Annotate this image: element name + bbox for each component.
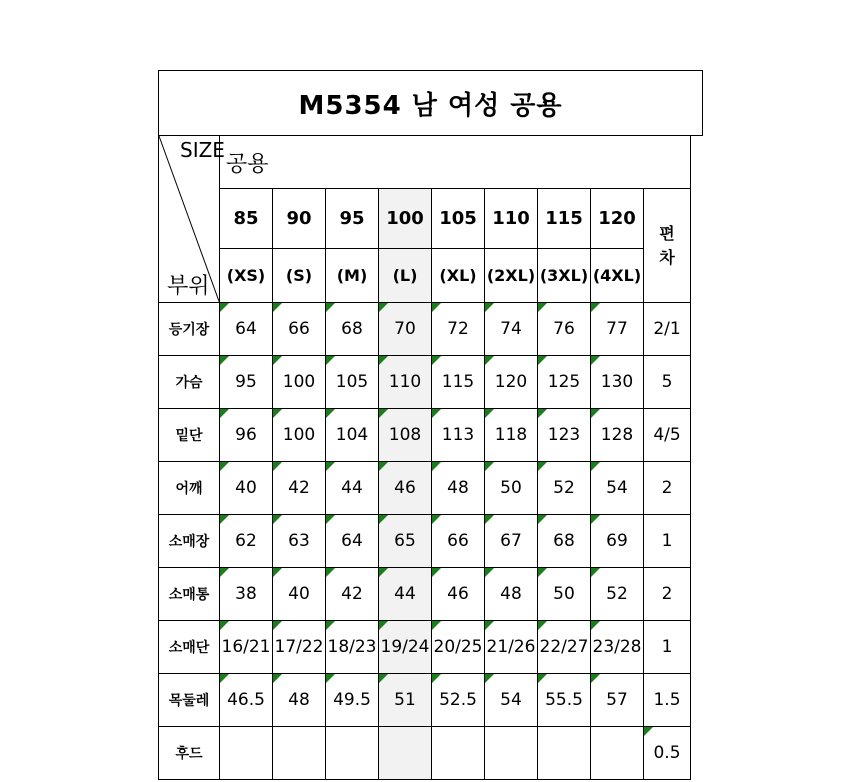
comment-marker xyxy=(538,409,547,418)
deviation-cell xyxy=(644,727,691,780)
comment-marker xyxy=(538,568,547,577)
header-row-size-numbers xyxy=(159,189,691,249)
measurement-cell xyxy=(379,303,432,356)
measurement-value: 46 xyxy=(394,478,416,498)
measurement-value: 19/24 xyxy=(380,637,430,657)
measurement-value: 23/28 xyxy=(592,637,642,657)
measurement-cell xyxy=(591,568,644,621)
comment-marker xyxy=(538,462,547,471)
deviation-cell xyxy=(644,409,691,462)
measurement-cell xyxy=(273,727,326,780)
deviation-cell xyxy=(644,674,691,727)
measurement-cell xyxy=(273,568,326,621)
deviation-value: 2 xyxy=(661,584,673,604)
comment-marker xyxy=(538,621,547,630)
measurement-value: 52 xyxy=(606,584,628,604)
measurement-cell xyxy=(485,356,538,409)
measurement-value: 21/26 xyxy=(486,637,536,657)
measurement-cell xyxy=(220,727,273,780)
comment-marker xyxy=(220,409,229,418)
measurement-cell xyxy=(432,674,485,727)
measurement-value: 68 xyxy=(341,319,363,339)
measurement-value: 16/21 xyxy=(221,637,271,657)
comment-marker xyxy=(432,674,441,683)
measurement-cell xyxy=(538,621,591,674)
comment-marker xyxy=(379,621,388,630)
measurement-cell xyxy=(273,409,326,462)
measurement-cell xyxy=(432,462,485,515)
measurement-cell xyxy=(220,515,273,568)
size-code-header: (L) xyxy=(379,249,432,303)
comment-marker xyxy=(432,621,441,630)
measurement-cell xyxy=(538,727,591,780)
table-row xyxy=(159,674,691,727)
measurement-cell xyxy=(591,303,644,356)
comment-marker xyxy=(379,462,388,471)
size-number-header: 90 xyxy=(273,189,326,249)
comment-marker xyxy=(591,568,600,577)
comment-marker xyxy=(485,356,494,365)
measurement-cell xyxy=(326,568,379,621)
measurement-value: 70 xyxy=(394,319,416,339)
size-number-header: 95 xyxy=(326,189,379,249)
comment-marker xyxy=(485,621,494,630)
measurement-value: 42 xyxy=(341,584,363,604)
measurement-cell xyxy=(273,356,326,409)
measurement-cell xyxy=(591,515,644,568)
measurement-value: 51 xyxy=(394,690,416,710)
comment-marker xyxy=(432,356,441,365)
size-code-header: (4XL) xyxy=(591,249,644,303)
measurement-value: 48 xyxy=(447,478,469,498)
row-label: 등기장 xyxy=(159,303,220,356)
measurement-cell xyxy=(326,303,379,356)
table-row xyxy=(159,303,691,356)
measurement-cell xyxy=(326,462,379,515)
measurement-value: 100 xyxy=(282,372,316,392)
measurement-value: 76 xyxy=(553,319,575,339)
comment-marker xyxy=(220,674,229,683)
measurement-cell xyxy=(273,462,326,515)
measurement-cell xyxy=(485,568,538,621)
deviation-value: 2/1 xyxy=(653,319,681,339)
measurement-value: 113 xyxy=(441,425,475,445)
size-number-header: 110 xyxy=(485,189,538,249)
comment-marker xyxy=(326,409,335,418)
size-number-header: 85 xyxy=(220,189,273,249)
size-number-header: 115 xyxy=(538,189,591,249)
measurement-cell xyxy=(485,621,538,674)
measurement-value: 104 xyxy=(335,425,369,445)
measurement-value: 55.5 xyxy=(545,690,583,710)
measurement-cell xyxy=(538,462,591,515)
comment-marker xyxy=(591,674,600,683)
measurement-value: 49.5 xyxy=(333,690,371,710)
header-row-common xyxy=(159,136,691,189)
comment-marker xyxy=(485,515,494,524)
measurement-cell xyxy=(273,515,326,568)
measurement-value: 118 xyxy=(494,425,528,445)
measurement-cell xyxy=(326,621,379,674)
table-row xyxy=(159,621,691,674)
measurement-cell xyxy=(273,303,326,356)
measurement-cell xyxy=(591,356,644,409)
comment-marker xyxy=(273,674,282,683)
table-row xyxy=(159,409,691,462)
measurement-cell xyxy=(591,409,644,462)
measurement-value: 67 xyxy=(500,531,522,551)
measurement-value: 74 xyxy=(500,319,522,339)
measurement-value: 22/27 xyxy=(539,637,589,657)
measurement-value: 110 xyxy=(388,372,422,392)
table-row xyxy=(159,356,691,409)
measurement-value: 120 xyxy=(494,372,528,392)
measurement-value: 20/25 xyxy=(433,637,483,657)
measurement-cell xyxy=(432,621,485,674)
comment-marker xyxy=(273,356,282,365)
measurement-value: 95 xyxy=(235,372,257,392)
comment-marker xyxy=(485,568,494,577)
measurement-cell xyxy=(220,674,273,727)
measurement-value: 128 xyxy=(600,425,634,445)
comment-marker xyxy=(379,356,388,365)
measurement-value: 54 xyxy=(606,478,628,498)
comment-marker xyxy=(591,515,600,524)
deviation-cell xyxy=(644,621,691,674)
size-table xyxy=(158,135,691,780)
measurement-cell xyxy=(326,515,379,568)
comment-marker xyxy=(432,568,441,577)
comment-marker xyxy=(326,356,335,365)
comment-marker xyxy=(379,674,388,683)
comment-marker xyxy=(591,303,600,312)
deviation-cell xyxy=(644,303,691,356)
measurement-cell xyxy=(538,568,591,621)
size-code-header: (2XL) xyxy=(485,249,538,303)
measurement-value: 52 xyxy=(553,478,575,498)
measurement-cell xyxy=(379,356,432,409)
measurement-value: 64 xyxy=(235,319,257,339)
measurement-value: 66 xyxy=(288,319,310,339)
comment-marker xyxy=(432,462,441,471)
deviation-cell xyxy=(644,515,691,568)
measurement-value: 44 xyxy=(394,584,416,604)
measurement-cell xyxy=(538,674,591,727)
comment-marker xyxy=(220,568,229,577)
deviation-value: 1.5 xyxy=(653,690,681,710)
comment-marker xyxy=(326,674,335,683)
measurement-cell xyxy=(220,303,273,356)
measurement-value: 65 xyxy=(394,531,416,551)
deviation-value: 0.5 xyxy=(653,743,681,763)
comment-marker xyxy=(485,674,494,683)
deviation-header xyxy=(644,189,691,303)
comment-marker xyxy=(485,409,494,418)
measurement-value: 38 xyxy=(235,584,257,604)
measurement-cell xyxy=(379,674,432,727)
measurement-value: 108 xyxy=(388,425,422,445)
comment-marker xyxy=(379,303,388,312)
chart-title: M5354 남 여성 공용 xyxy=(158,70,703,136)
measurement-cell xyxy=(326,356,379,409)
comment-marker xyxy=(485,462,494,471)
measurement-cell xyxy=(326,409,379,462)
measurement-value: 125 xyxy=(547,372,581,392)
measurement-cell xyxy=(273,674,326,727)
measurement-value: 77 xyxy=(606,319,628,339)
measurement-cell xyxy=(379,727,432,780)
measurement-value: 46 xyxy=(447,584,469,604)
comment-marker xyxy=(379,515,388,524)
measurement-value: 63 xyxy=(288,531,310,551)
measurement-value: 57 xyxy=(606,690,628,710)
row-label: 소매장 xyxy=(159,515,220,568)
measurement-value: 50 xyxy=(553,584,575,604)
comment-marker xyxy=(326,568,335,577)
comment-marker xyxy=(220,462,229,471)
comment-marker xyxy=(538,674,547,683)
measurement-cell xyxy=(485,462,538,515)
header-row-size-codes xyxy=(159,249,691,303)
size-code-header: (XL) xyxy=(432,249,485,303)
measurement-value: 105 xyxy=(335,372,369,392)
comment-marker xyxy=(220,621,229,630)
measurement-value: 40 xyxy=(235,478,257,498)
measurement-value: 52.5 xyxy=(439,690,477,710)
measurement-value: 62 xyxy=(235,531,257,551)
measurement-value: 54 xyxy=(500,690,522,710)
deviation-value: 4/5 xyxy=(653,425,681,445)
row-label: 가슴 xyxy=(159,356,220,409)
measurement-cell xyxy=(220,409,273,462)
measurement-cell xyxy=(273,621,326,674)
measurement-cell xyxy=(220,462,273,515)
size-label: SIZE xyxy=(180,138,225,162)
row-label: 소매통 xyxy=(159,568,220,621)
row-label: 소매단 xyxy=(159,621,220,674)
measurement-value: 40 xyxy=(288,584,310,604)
size-number-header: 120 xyxy=(591,189,644,249)
measurement-value: 64 xyxy=(341,531,363,551)
row-label: 밑단 xyxy=(159,409,220,462)
table-row xyxy=(159,515,691,568)
comment-marker xyxy=(538,303,547,312)
measurement-cell xyxy=(538,515,591,568)
measurement-cell xyxy=(379,409,432,462)
measurement-cell xyxy=(485,303,538,356)
comment-marker xyxy=(326,515,335,524)
corner-header-cell xyxy=(159,136,225,303)
measurement-value: 72 xyxy=(447,319,469,339)
row-label: 후드 xyxy=(159,727,220,780)
measurement-cell xyxy=(485,409,538,462)
measurement-cell xyxy=(326,727,379,780)
measurement-cell xyxy=(432,356,485,409)
measurement-cell xyxy=(591,462,644,515)
measurement-cell xyxy=(326,674,379,727)
size-code-header: (XS) xyxy=(220,249,273,303)
deviation-cell xyxy=(644,462,691,515)
comment-marker xyxy=(591,462,600,471)
comment-marker xyxy=(538,515,547,524)
measurement-value: 115 xyxy=(441,372,475,392)
row-label: 목둘레 xyxy=(159,674,220,727)
comment-marker xyxy=(326,303,335,312)
comment-marker xyxy=(273,409,282,418)
table-row xyxy=(159,727,691,780)
deviation-value: 1 xyxy=(661,531,673,551)
measurement-value: 68 xyxy=(553,531,575,551)
measurement-cell xyxy=(538,356,591,409)
measurement-cell xyxy=(432,409,485,462)
measurement-value: 46.5 xyxy=(227,690,265,710)
deviation-header-line-1: 편 xyxy=(659,223,675,243)
comment-marker xyxy=(220,356,229,365)
measurement-cell xyxy=(485,727,538,780)
measurement-cell xyxy=(538,303,591,356)
measurement-value: 100 xyxy=(282,425,316,445)
measurement-cell xyxy=(379,462,432,515)
measurement-value: 42 xyxy=(288,478,310,498)
size-code-header: (M) xyxy=(326,249,379,303)
measurement-value: 96 xyxy=(235,425,257,445)
comment-marker xyxy=(538,356,547,365)
comment-marker xyxy=(326,462,335,471)
measurement-cell xyxy=(379,621,432,674)
measurement-value: 17/22 xyxy=(274,637,324,657)
comment-marker xyxy=(273,462,282,471)
comment-marker xyxy=(591,409,600,418)
deviation-value: 2 xyxy=(661,478,673,498)
measurement-value: 48 xyxy=(288,690,310,710)
comment-marker xyxy=(591,621,600,630)
measurement-cell xyxy=(432,303,485,356)
part-label: 부위 xyxy=(167,274,210,299)
row-label: 어깨 xyxy=(159,462,220,515)
measurement-cell xyxy=(379,515,432,568)
comment-marker xyxy=(220,303,229,312)
size-code-header: (S) xyxy=(273,249,326,303)
measurement-cell xyxy=(220,356,273,409)
size-number-header: 105 xyxy=(432,189,485,249)
comment-marker xyxy=(432,303,441,312)
size-chart-sheet xyxy=(158,70,703,782)
size-number-header: 100 xyxy=(379,189,432,249)
comment-marker xyxy=(379,409,388,418)
measurement-cell xyxy=(432,727,485,780)
comment-marker xyxy=(273,621,282,630)
deviation-cell xyxy=(644,356,691,409)
deviation-header-line-2: 차 xyxy=(659,247,675,267)
measurement-cell xyxy=(591,674,644,727)
measurement-cell xyxy=(485,674,538,727)
measurement-cell xyxy=(220,621,273,674)
comment-marker xyxy=(591,356,600,365)
comment-marker xyxy=(379,568,388,577)
measurement-cell xyxy=(538,409,591,462)
measurement-cell xyxy=(432,515,485,568)
comment-marker xyxy=(326,621,335,630)
comment-marker xyxy=(644,727,653,736)
comment-marker xyxy=(220,515,229,524)
common-label: 공용 xyxy=(220,136,691,189)
comment-marker xyxy=(273,568,282,577)
deviation-cell xyxy=(644,568,691,621)
measurement-cell xyxy=(220,568,273,621)
measurement-value: 50 xyxy=(500,478,522,498)
measurement-cell xyxy=(485,515,538,568)
measurement-value: 18/23 xyxy=(327,637,377,657)
measurement-cell xyxy=(432,568,485,621)
comment-marker xyxy=(432,409,441,418)
measurement-value: 123 xyxy=(547,425,581,445)
deviation-value: 5 xyxy=(661,372,673,392)
comment-marker xyxy=(273,515,282,524)
comment-marker xyxy=(485,303,494,312)
table-row xyxy=(159,568,691,621)
measurement-value: 130 xyxy=(600,372,634,392)
measurement-cell xyxy=(591,727,644,780)
comment-marker xyxy=(432,515,441,524)
deviation-value: 1 xyxy=(661,637,673,657)
size-code-header: (3XL) xyxy=(538,249,591,303)
measurement-value: 44 xyxy=(341,478,363,498)
measurement-cell xyxy=(379,568,432,621)
comment-marker xyxy=(273,303,282,312)
measurement-value: 69 xyxy=(606,531,628,551)
measurement-value: 66 xyxy=(447,531,469,551)
measurement-value: 48 xyxy=(500,584,522,604)
table-row xyxy=(159,462,691,515)
measurement-cell xyxy=(591,621,644,674)
